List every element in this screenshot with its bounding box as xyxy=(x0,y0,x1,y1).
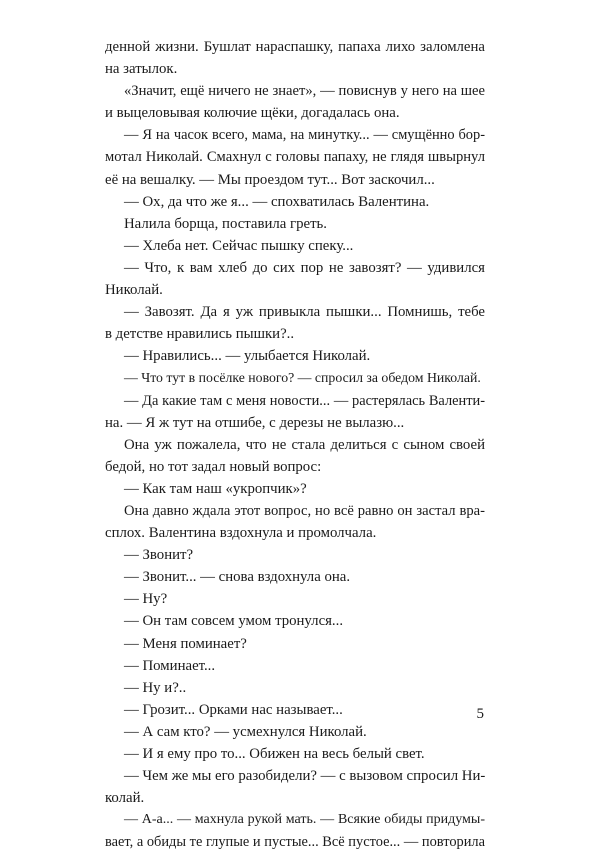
text-line: — И я ему про то... Обижен на весь белый свет. xyxy=(124,746,425,762)
text-line: — Нравились... — улыбается Николай. xyxy=(124,348,371,365)
text-line: Николай. xyxy=(105,282,163,299)
page-number: 5 xyxy=(476,706,484,722)
text-line: — Ну и?.. xyxy=(124,679,187,696)
text-line: — Да какие там с меня новости... — растерялась Валенти- xyxy=(124,392,485,409)
text-line: — Я на часок всего, мама, на минутку... — смущённо бор- xyxy=(124,127,485,144)
text-line: — Что, к вам хлеб до сих пор не завозят? — удивился xyxy=(124,259,485,276)
text-line: — Ох, да что же я... — спохватилась Валентина. xyxy=(124,193,430,210)
text-line: Она уж пожалела, что не стала делиться с сыном своей xyxy=(124,436,485,453)
text-line: на. — Я ж тут на отшибе, с дерезы не вылазю... xyxy=(105,414,405,431)
text-line: — Как там наш «укропчик»? xyxy=(124,480,307,497)
text-line: денной жизни. Бушлат нараспашку, папаха лихо заломлена xyxy=(105,39,485,55)
text-line: — Звонит? xyxy=(124,547,194,564)
text-line: — Чем же мы его разобидели? — с вызовом спросил Ни- xyxy=(124,768,486,785)
text-line: и выцеловывая колючие щёки, догадалась она. xyxy=(105,105,400,122)
text-line: Она давно ждала этот вопрос, но всё равно он застал вра- xyxy=(124,502,485,519)
text-line: — Ну? xyxy=(124,591,168,608)
body-text xyxy=(105,36,485,853)
text-line: — Поминает... xyxy=(124,657,216,674)
text-line: — Завозят. Да я уж привыкла пышки... Помнишь, тебе xyxy=(124,304,485,321)
text-line: её на вешалку. — Мы проездом тут... Вот заскочил... xyxy=(105,171,435,188)
text-line: вает, а обиды те глупые и пустые... Всё пустое... — повторила xyxy=(105,834,485,851)
text-line: — Хлеба нет. Сейчас пышку спеку... xyxy=(124,237,354,254)
text-line: Налила борща, поставила греть. xyxy=(124,215,327,232)
text-line: — Грозит... Орками нас называет... xyxy=(124,701,343,718)
text-line: мотал Николай. Смахнул с головы папаху, не глядя швырнул xyxy=(105,149,485,166)
text-line: — Меня поминает? xyxy=(124,635,247,652)
text-line: — А сам кто? — усмехнулся Николай. xyxy=(124,723,367,740)
text-line: в детстве нравились пышки?.. xyxy=(105,326,295,343)
text-line: «Значит, ещё ничего не знает», — повиснув у него на шее xyxy=(124,83,485,100)
text-line: сплох. Валентина вздохнула и промолчала. xyxy=(105,525,377,542)
text-line: колай. xyxy=(105,790,145,807)
text-line: — Что тут в посёлке нового? — спросил за обедом Николай. xyxy=(124,370,481,386)
text-line: — Звонит... — снова вздохнула она. xyxy=(124,569,351,586)
text-line: — Он там совсем умом тронулся... xyxy=(124,613,344,630)
text-line: — А-а... — махнула рукой мать. — Всякие обиды придумы- xyxy=(124,812,485,828)
text-line: бедой, но тот задал новый вопрос: xyxy=(105,458,322,475)
text-line: на затылок. xyxy=(105,61,178,78)
